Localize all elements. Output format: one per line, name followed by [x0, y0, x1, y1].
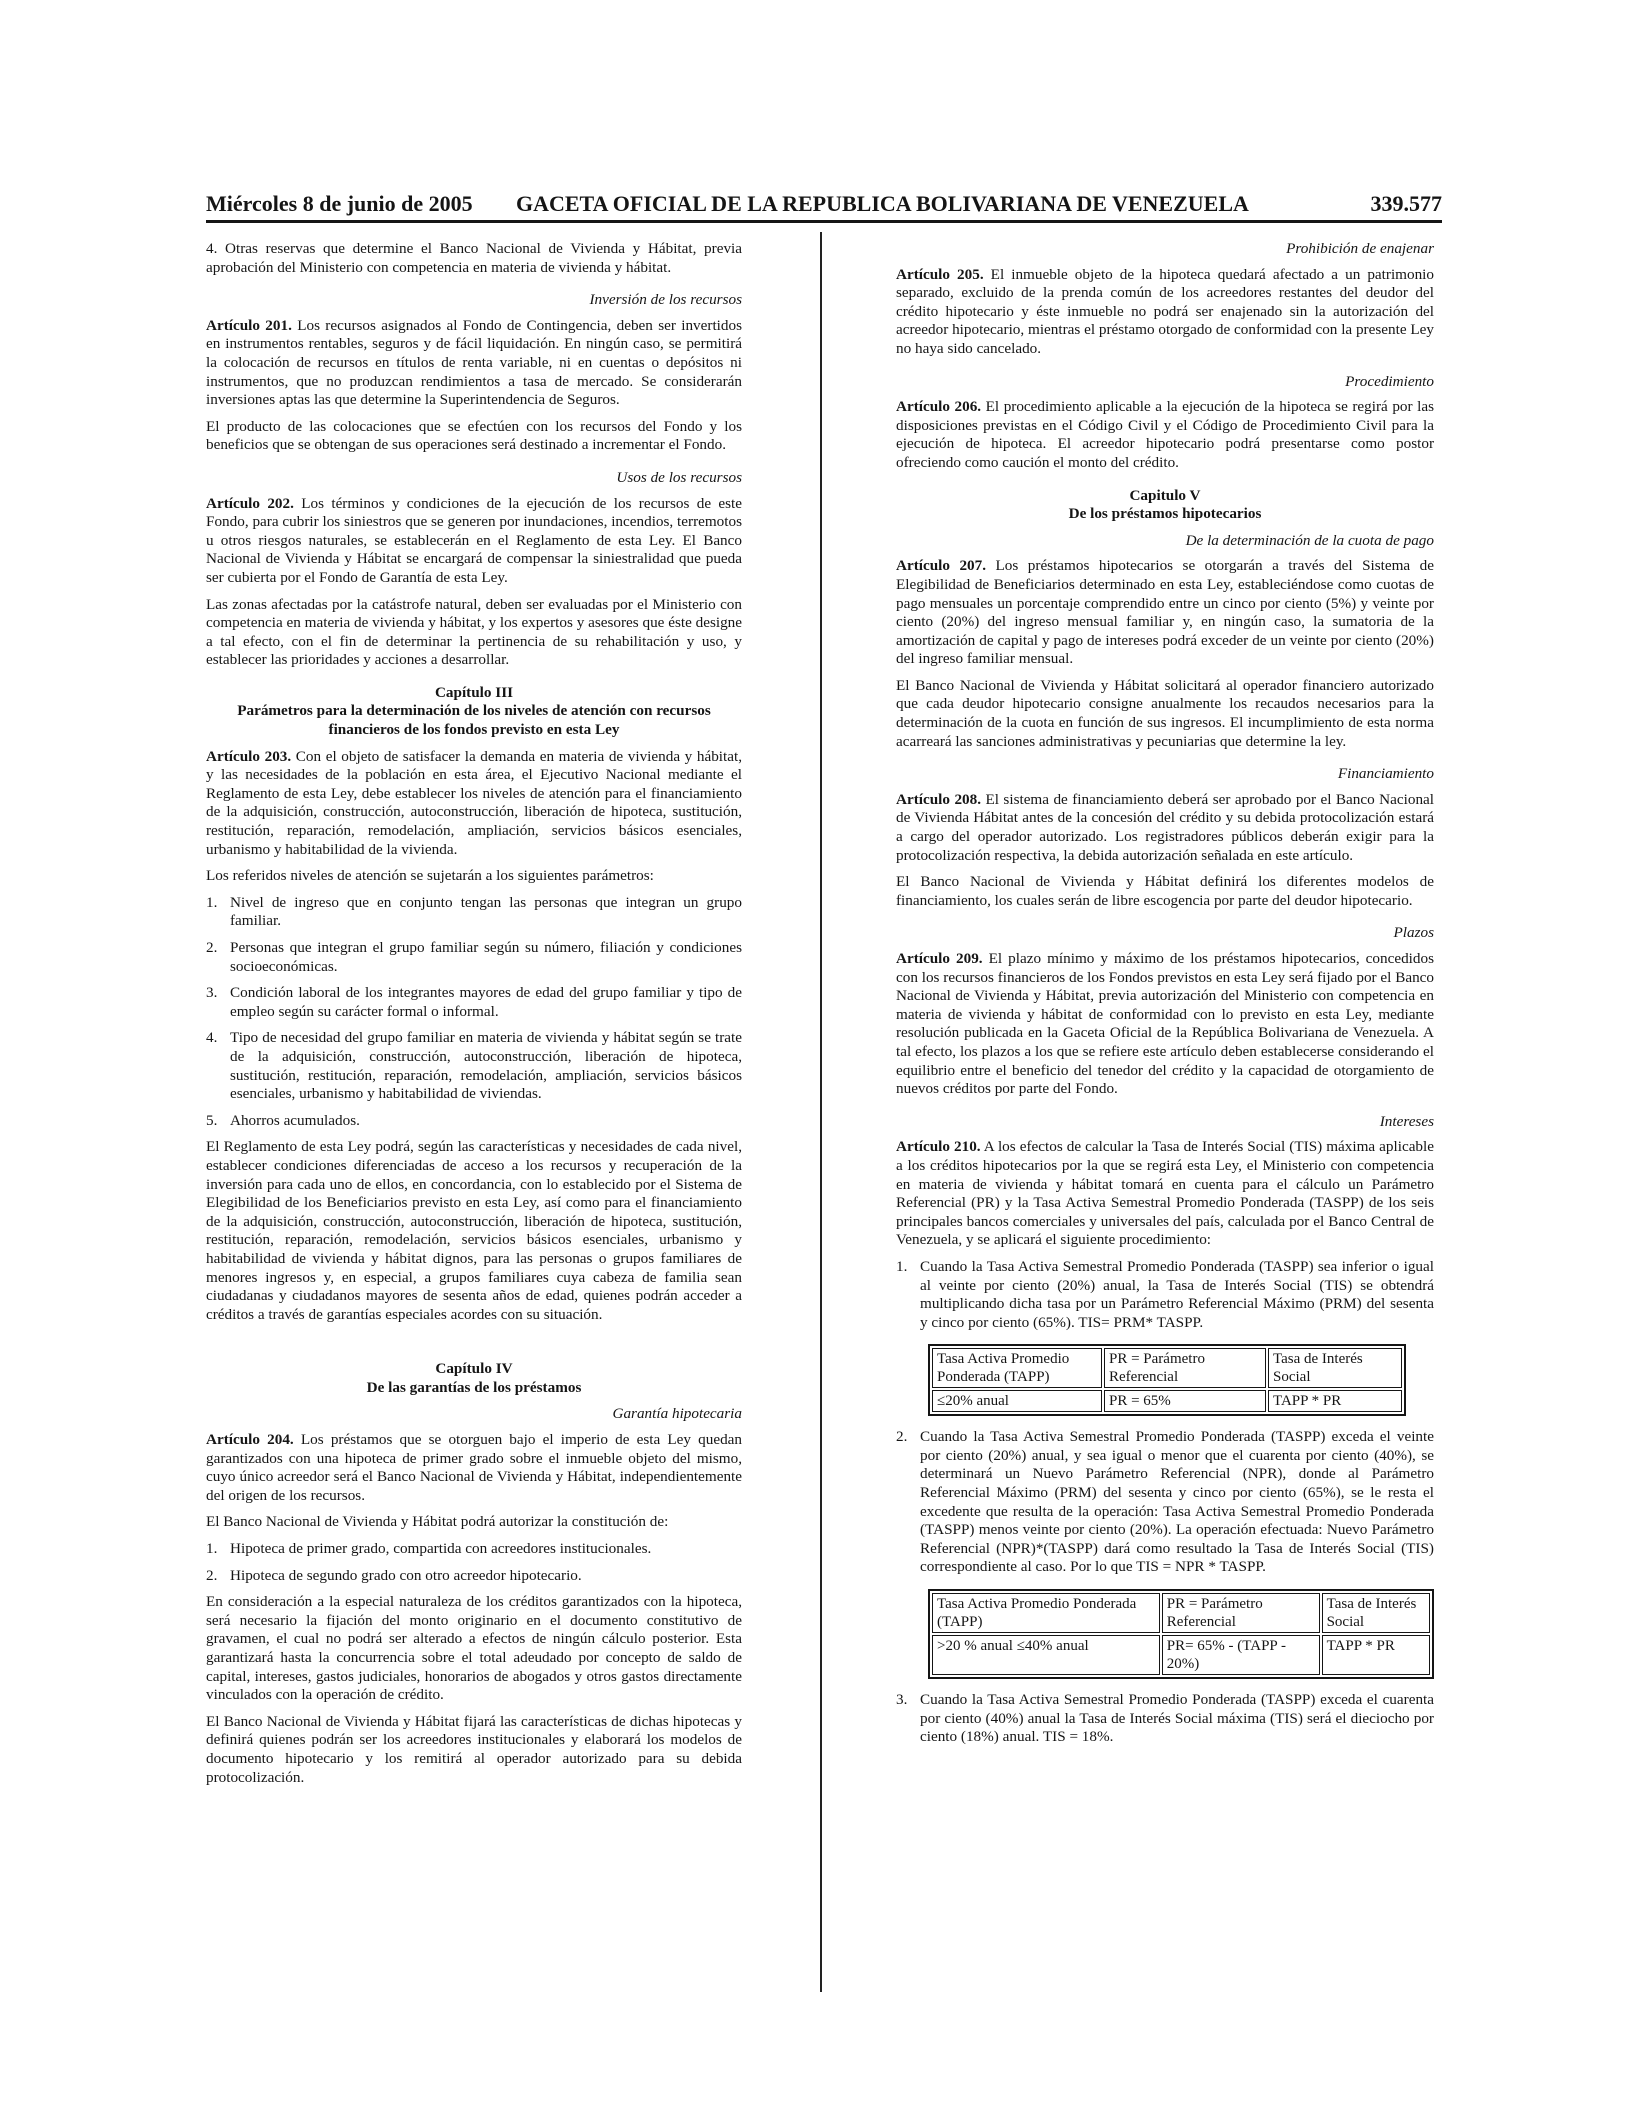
- list-number: 4.: [206, 1029, 218, 1047]
- list-number: 1.: [896, 1257, 908, 1275]
- list-text: Condición laboral de los integrantes mayores de edad del grupo familiar y tipo de empleo según su carácter formal o informal.: [230, 984, 742, 1020]
- table-cell: PR= 65% - (TAPP - 20%): [1162, 1635, 1320, 1675]
- list-item: [206, 939, 742, 976]
- article-205: [896, 266, 1434, 359]
- list-item: [206, 1540, 742, 1559]
- list-number: 5.: [206, 1111, 218, 1129]
- paragraph: El Reglamento de esta Ley podrá, según las características y necesidades de cada nivel, establecer condiciones diferenciadas de acceso a los recursos y recuperación de la inversión para cada uno de ellos, en concordancia, con lo establecido por el Sistema de Elegibilidad de los Beneficiarios previsto en esta Ley, así como para el financiamiento de la adquisición, construcción, autoconstrucción, liberación de hipoteca, sustitución, restitución, reparación, remodelación, servicios básicos esenciales, urbanismo y habitabilidad de vivienda y hábitat dignos, para las personas o grupos familiares de menores ingresos y, en especial, a grupos familiares cuya cabeza de familia sean ciudadanas y ciudadanos mayores de sesenta años de edad, quienes podrán acceder a créditos a través de garantías especiales acordes con su situación.: [206, 1138, 742, 1323]
- list-item: [206, 984, 742, 1021]
- list-item: [896, 1428, 1434, 1577]
- article-text: El sistema de financiamiento deberá ser aprobado por el Banco Nacional de Vivienda Hábitat antes de la concesión del crédito y su debida protocolización estará a cargo del operador autorizado. Los registradores públicos deberán exigir para la protocolización respectiva, la debida autorización señalada en este artículo.: [896, 790, 1434, 864]
- article-text: El procedimiento aplicable a la ejecución de la hipoteca se regirá por las disposiciones previstas en el Código Civil y el Código de Procedimiento Civil para la ejecución de hipoteca. El acreedor hipotecario podrá presentarse como postor ofreciendo como caución el monto del crédito.: [896, 398, 1434, 471]
- table-cell: Tasa Activa Promedio Ponderada (TAPP): [932, 1348, 1102, 1388]
- table-cell: >20 % anual ≤40% anual: [932, 1635, 1160, 1675]
- subheading: Plazos: [1393, 924, 1434, 942]
- subheading: Inversión de los recursos: [589, 291, 742, 309]
- chapter-title: Capitulo V: [1129, 486, 1201, 504]
- list-number: 1.: [206, 1540, 218, 1558]
- list-text: Personas que integran el grupo familiar según su número, filiación y condiciones socioeconómicas.: [230, 939, 742, 975]
- chapter-subtitle: Parámetros para la determinación de los niveles de atención con recursos financieros de los fondos previsto en esta Ley: [237, 702, 711, 739]
- article-label: Artículo 209.: [896, 950, 983, 967]
- table-row: [932, 1635, 1430, 1675]
- article-201: [206, 317, 742, 410]
- article-text: El inmueble objeto de la hipoteca quedará afectado a un patrimonio separado, excluido de la prenda común de los acreedores restantes del deudor del crédito hipotecario y éste inmueble no podrá ser enajenado sin la autorización del acreedor hipotecario, mientras el préstamo otorgado de conformidad con la presente Ley no haya sido cancelado.: [896, 265, 1434, 357]
- article-text: El plazo mínimo y máximo de los préstamos hipotecarios, concedidos con los recursos financieros de los Fondos previstos en esta Ley será fijado por el Banco Nacional de Vivienda y Hábitat, previa autorización del Ministerio con competencia en materia de vivienda y hábitat de conformidad con lo previsto en esta Ley, mediante resolución publicada en la Gaceta Oficial de la República Bolivariana de Venezuela. A tal efecto, los plazos a los que se refiere este artículo deben establecerse considerando el equilibrio entre el beneficio del tenedor del crédito y la capacidad de otorgamiento de nuevos créditos por parte del Fondo.: [896, 950, 1434, 1098]
- page-header: [206, 189, 1442, 219]
- paragraph: Las zonas afectadas por la catástrofe natural, deben ser evaluadas por el Ministerio con competencia en materia de vivienda y hábitat, y los expertos y asesores que éste designe a tal efecto, con el fin de determinar la pertinencia de su rehabilitación y uso, y establecer las prioridades y acciones a desarrollar.: [206, 595, 743, 669]
- article-label: Artículo 203.: [206, 747, 292, 765]
- subheading: Financiamiento: [1337, 765, 1434, 783]
- chapter-heading: [206, 684, 742, 740]
- article-label: Artículo 202.: [206, 494, 294, 512]
- list-text: Ahorros acumulados.: [230, 1111, 360, 1129]
- list-number: 3.: [206, 984, 218, 1002]
- list-number: 2.: [206, 939, 218, 956]
- article-202: [206, 495, 742, 588]
- table-cell: Tasa de Interés Social: [1268, 1348, 1402, 1388]
- list-text: Cuando la Tasa Activa Semestral Promedio Ponderada (TASPP) sea inferior o igual al veinte por ciento (20%) anual, la Tasa de Interés Social (TIS) se obtendrá multiplicando dicha tasa por un Parámetro Referencial Máximo (PRM) del sesenta y cinco por ciento (65%). TIS= PRM* TASPP.: [920, 1257, 1434, 1331]
- article-208: [896, 791, 1434, 865]
- chapter-heading: [896, 487, 1434, 524]
- article-209: [896, 950, 1434, 1099]
- article-label: Artículo 206.: [896, 398, 982, 416]
- list-item: [206, 1029, 742, 1103]
- list-text: Hipoteca de primer grado, compartida con acreedores institucionales.: [230, 1540, 652, 1558]
- paragraph: Los referidos niveles de atención se sujetarán a los siguientes parámetros:: [206, 867, 654, 885]
- article-label: Artículo 207.: [896, 557, 987, 575]
- table-cell: PR = Parámetro Referencial: [1162, 1593, 1320, 1633]
- article-210: [896, 1138, 1434, 1250]
- rate-table-1: [928, 1344, 1406, 1416]
- rate-table-2: [928, 1589, 1434, 1679]
- list-number: 3.: [896, 1691, 908, 1709]
- article-204: [206, 1431, 742, 1505]
- article-label: Artículo 205.: [896, 265, 984, 283]
- list-item: [896, 1691, 1434, 1747]
- header-rule: [206, 220, 1442, 223]
- paragraph: El Banco Nacional de Vivienda y Hábitat podrá autorizar la constitución de:: [206, 1513, 669, 1531]
- chapter-title: Capítulo IV: [435, 1360, 513, 1378]
- header-date: Miércoles 8 de junio de 2005: [206, 191, 473, 216]
- paragraph: 4. Otras reservas que determine el Banco Nacional de Vivienda y Hábitat, previa aprobación del Ministerio con competencia en materia de vivienda y hábitat.: [206, 240, 742, 276]
- list-item: [206, 1567, 742, 1586]
- paragraph: En consideración a la especial naturaleza de los créditos garantizados con la hipoteca, será necesario la fijación del monto originario en el documento constitutivo de gravamen, el cual no podrá ser alterado a efectos de ningún cálculo posterior. Esta garantizará hasta la concurrencia sobre el total adeudado por concepto de saldo de capital, intereses, gastos judiciales, honorarios de abogados y otros gastos directamente vinculados con la operación de crédito.: [206, 1593, 742, 1704]
- column-divider: [820, 232, 822, 1992]
- chapter-heading: [206, 1360, 742, 1397]
- article-label: Artículo 208.: [896, 790, 982, 808]
- paragraph: El Banco Nacional de Vivienda y Hábitat solicitará al operador financiero autorizado que cada deudor hipotecario consigne anualmente los recaudos necesarios para la determinación de la cuota en función de sus ingresos. El incumplimiento de esta norma acarreará las sanciones administrativas y pecuniarias que determine la ley.: [896, 676, 1434, 750]
- list-text: Cuando la Tasa Activa Semestral Promedio Ponderada (TASPP) exceda el cuarenta por ciento (40%) anual la Tasa de Interés Social máxima (TIS) será el dieciocho por ciento (18%) anual. TIS = 18%.: [920, 1691, 1434, 1746]
- list-item: [206, 894, 742, 931]
- table-row: [932, 1348, 1402, 1388]
- chapter-subtitle: De los préstamos hipotecarios: [1068, 505, 1262, 523]
- parameter-list: [206, 894, 742, 1131]
- article-label: Artículo 204.: [206, 1431, 294, 1449]
- article-label: Artículo 201.: [206, 316, 292, 334]
- list-item: [896, 1258, 1434, 1332]
- table-cell: ≤20% anual: [932, 1390, 1102, 1412]
- article-206: [896, 398, 1434, 472]
- list-number: 1.: [206, 893, 218, 911]
- left-column: [206, 240, 742, 1795]
- list-text: Nivel de ingreso que en conjunto tengan las personas que integran un grupo familiar.: [230, 893, 742, 930]
- subheading: Intereses: [1379, 1112, 1434, 1130]
- list-text: Tipo de necesidad del grupo familiar en materia de vivienda y hábitat según se trate de la adquisición, construcción, autoconstrucción, liberación de hipoteca, sustitución, restitución, reparación, remodelación, ampliación, servicios básicos esenciales, urbanismo y habitabilidad de viviendas.: [230, 1029, 742, 1103]
- paragraph: El Banco Nacional de Vivienda y Hábitat definirá los diferentes modelos de financiamiento, los cuales serán de libre escogencia por parte del deudor hipotecario.: [896, 873, 1434, 909]
- header-title: GACETA OFICIAL DE LA REPUBLICA BOLIVARIANA DE VENEZUELA: [516, 191, 1249, 216]
- procedure-list: [896, 1258, 1434, 1332]
- paragraph: El producto de las colocaciones que se efectúen con los recursos del Fondo y los beneficios que se obtengan de sus operaciones será destinado a incrementar el Fondo.: [206, 417, 742, 454]
- list-text: Cuando la Tasa Activa Semestral Promedio Ponderada (TASPP) exceda el veinte por ciento (20%) anual, y sea igual o menor que el cuarenta por ciento (40%), se determinará un Nuevo Parámetro Referencial (NPR), donde al Parámetro Referencial Máximo (PRM) del sesenta y cinco por ciento (65%), se le resta el excedente que resulta de la operación: Tasa Activa Semestral Promedio Ponderada (TASPP) menos veinte por ciento (20%). La operación efectuada: Nuevo Parámetro Referencial (NPR)*(TASPP) dará como resultado la Tasa de Interés Social (TIS) correspondiente al caso. Por lo que TIS = NPR * TASPP.: [920, 1428, 1434, 1576]
- list-text: Hipoteca de segundo grado con otro acreedor hipotecario.: [230, 1566, 582, 1584]
- subheading: De la determinación de la cuota de pago: [1185, 531, 1434, 549]
- subheading: Garantía hipotecaria: [612, 1405, 742, 1423]
- article-label: Artículo 210.: [896, 1138, 981, 1156]
- article-text: Los recursos asignados al Fondo de Contingencia, deben ser invertidos en instrumentos rentables, seguros y de fácil liquidación. En ningún caso, se permitirá la colocación de recursos en títulos de renta variable, ni en cuentas o depósitos ni instrumentos, que no produzcan rendimientos a tasa de mercado. Se considerarán inversiones aptas las que determine la Superintendencia de Seguros.: [206, 316, 742, 409]
- table-cell: TAPP * PR: [1322, 1635, 1430, 1675]
- chapter-title: Capítulo III: [434, 683, 514, 701]
- chapter-subtitle: De las garantías de los préstamos: [366, 1378, 582, 1396]
- table-cell: Tasa Activa Promedio Ponderada (TAPP): [932, 1593, 1160, 1633]
- table-cell: TAPP * PR: [1268, 1390, 1402, 1412]
- article-text: Los términos y condiciones de la ejecución de los recursos de este Fondo, para cubrir los siniestros que se generen por inundaciones, incendios, terremotos u otros riesgos naturales, se establecerán en el Reglamento de esta Ley. El Banco Nacional de Vivienda y Hábitat se encargará de compensar la siniestralidad que pueda ser cubierta por el Fondo de Garantía de esta Ley.: [206, 494, 742, 586]
- subheading: Prohibición de enajenar: [1286, 240, 1434, 257]
- article-text: Los préstamos hipotecarios se otorgarán a través del Sistema de Elegibilidad de Beneficiarios determinado en esta Ley, estableciéndose como cuotas de pago mensuales un porcentaje comprendido entre un cinco por ciento (5%) y veinte por ciento (20%) del ingreso mensual familiar y, en ningún caso, la sumatoria de la amortización de capital y pago de intereses podrá exceder de un veinte por ciento (20%) del ingreso familiar mensual.: [896, 557, 1434, 668]
- right-column: [896, 240, 1434, 1755]
- header-page-number: 339.577: [1370, 191, 1442, 216]
- procedure-list: [896, 1691, 1434, 1747]
- article-text: A los efectos de calcular la Tasa de Interés Social (TIS) máxima aplicable a los créditos hipotecarios por la que se regirá esta Ley, el Ministerio con competencia en materia de vivienda y hábitat tomará en cuenta para el cálculo un Parámetro Referencial (PR) y la Tasa Activa Semestral Promedio Ponderada (TASPP) de los seis principales bancos comerciales y universales del país, calculada por el Banco Central de Venezuela, y se aplicará el siguiente procedimiento:: [896, 1138, 1434, 1249]
- article-text: Con el objeto de satisfacer la demanda en materia de vivienda y hábitat, y las necesidades de la población en esta área, el Ejecutivo Nacional mediante el Reglamento de esta Ley, debe establecer los niveles de atención para el financiamiento de la adquisición, construcción, autoconstrucción, liberación de hipoteca, sustitución, restitución, reparación, remodelación, ampliación, servicios básicos esenciales, urbanismo y habitabilidad de la vivienda.: [206, 747, 742, 858]
- subheading: Procedimiento: [1345, 372, 1434, 390]
- list-number: 2.: [896, 1428, 908, 1446]
- list-item: [206, 1112, 742, 1131]
- procedure-list: [896, 1428, 1434, 1577]
- table-cell: Tasa de Interés Social: [1322, 1593, 1430, 1633]
- article-207: [896, 557, 1434, 669]
- article-203: [206, 748, 742, 860]
- table-row: [932, 1593, 1430, 1633]
- table-cell: PR = Parámetro Referencial: [1104, 1348, 1266, 1388]
- mortgage-list: [206, 1540, 742, 1585]
- subheading: Usos de los recursos: [616, 468, 742, 486]
- table-row: [932, 1390, 1402, 1412]
- table-cell: PR = 65%: [1104, 1390, 1266, 1412]
- article-text: Los préstamos que se otorguen bajo el imperio de esta Ley quedan garantizados con una hipoteca de primer grado sobre el inmueble objeto del mismo, cuyo único acreedor será el Banco Nacional de Vivienda y Hábitat, independientemente del origen de los recursos.: [206, 1431, 742, 1504]
- list-number: 2.: [206, 1566, 218, 1584]
- paragraph: El Banco Nacional de Vivienda y Hábitat fijará las características de dichas hipotecas y definirá quienes podrán ser los acreedores institucionales y elaborará los modelos de documento hipotecario y los remitirá al operador autorizado para su debida protocolización.: [206, 1712, 742, 1786]
